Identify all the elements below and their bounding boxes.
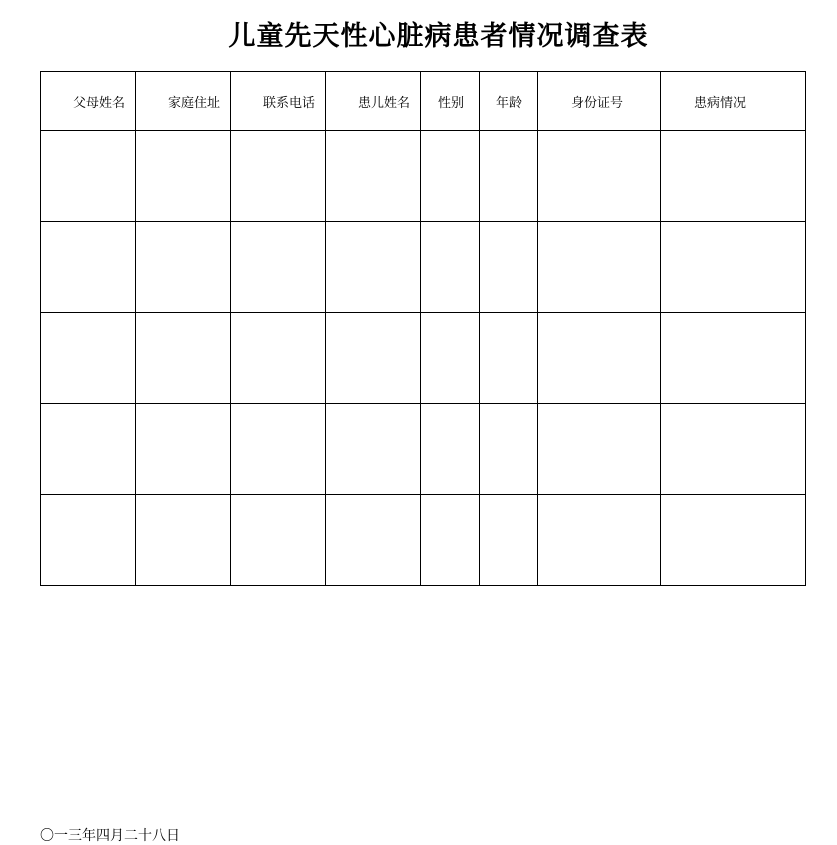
header-label: 父母姓名 xyxy=(72,95,125,111)
table-cell[interactable] xyxy=(136,222,231,313)
survey-table xyxy=(40,71,806,586)
header-label: 身份证号 xyxy=(570,95,623,111)
table-cell[interactable] xyxy=(661,222,806,313)
table-cell[interactable] xyxy=(421,404,480,495)
header-id-number xyxy=(538,72,661,131)
header-label: 家庭住址 xyxy=(167,95,220,111)
header-label: 联系电话 xyxy=(262,95,315,111)
table-cell[interactable] xyxy=(326,222,421,313)
table-cell[interactable] xyxy=(661,404,806,495)
table-row xyxy=(41,495,806,586)
table-cell[interactable] xyxy=(538,495,661,586)
header-label: 患病情况 xyxy=(693,95,746,111)
table-cell[interactable] xyxy=(421,222,480,313)
table-cell[interactable] xyxy=(231,313,326,404)
footer-date: 〇一三年四月二十八日 xyxy=(40,828,180,844)
table-cell[interactable] xyxy=(326,313,421,404)
table-cell[interactable] xyxy=(480,495,538,586)
table-cell[interactable] xyxy=(41,495,136,586)
form-title: 儿童先天性心脏病患者情况调查表 xyxy=(228,21,649,52)
table-cell[interactable] xyxy=(421,313,480,404)
table-cell[interactable] xyxy=(538,131,661,222)
header-label: 患儿姓名 xyxy=(357,95,410,111)
table-cell[interactable] xyxy=(480,222,538,313)
table-row xyxy=(41,404,806,495)
table-cell[interactable] xyxy=(661,313,806,404)
header-illness-status xyxy=(661,72,806,131)
table-cell[interactable] xyxy=(136,495,231,586)
table-cell[interactable] xyxy=(231,131,326,222)
header-parent-name xyxy=(41,72,136,131)
table-cell[interactable] xyxy=(136,131,231,222)
table-cell[interactable] xyxy=(326,131,421,222)
table-cell[interactable] xyxy=(41,313,136,404)
header-row xyxy=(41,72,806,131)
table-cell[interactable] xyxy=(41,404,136,495)
table-cell[interactable] xyxy=(538,222,661,313)
table-cell[interactable] xyxy=(538,404,661,495)
table-cell[interactable] xyxy=(41,222,136,313)
table-cell[interactable] xyxy=(41,131,136,222)
table-row xyxy=(41,313,806,404)
header-age xyxy=(480,72,538,131)
table-cell[interactable] xyxy=(538,313,661,404)
header-gender xyxy=(421,72,480,131)
table-row xyxy=(41,222,806,313)
table-cell[interactable] xyxy=(231,404,326,495)
header-contact-phone xyxy=(231,72,326,131)
table-cell[interactable] xyxy=(326,404,421,495)
table-cell[interactable] xyxy=(326,495,421,586)
header-label: 年龄 xyxy=(495,95,522,111)
header-label: 性别 xyxy=(437,95,464,111)
table-cell[interactable] xyxy=(661,495,806,586)
header-home-address xyxy=(136,72,231,131)
table-cell[interactable] xyxy=(231,495,326,586)
header-child-name xyxy=(326,72,421,131)
table-cell[interactable] xyxy=(480,131,538,222)
table-cell[interactable] xyxy=(480,313,538,404)
table-cell[interactable] xyxy=(136,404,231,495)
table-cell[interactable] xyxy=(661,131,806,222)
table-cell[interactable] xyxy=(421,495,480,586)
table-cell[interactable] xyxy=(421,131,480,222)
table-cell[interactable] xyxy=(480,404,538,495)
table-row xyxy=(41,131,806,222)
table-cell[interactable] xyxy=(136,313,231,404)
table-cell[interactable] xyxy=(231,222,326,313)
